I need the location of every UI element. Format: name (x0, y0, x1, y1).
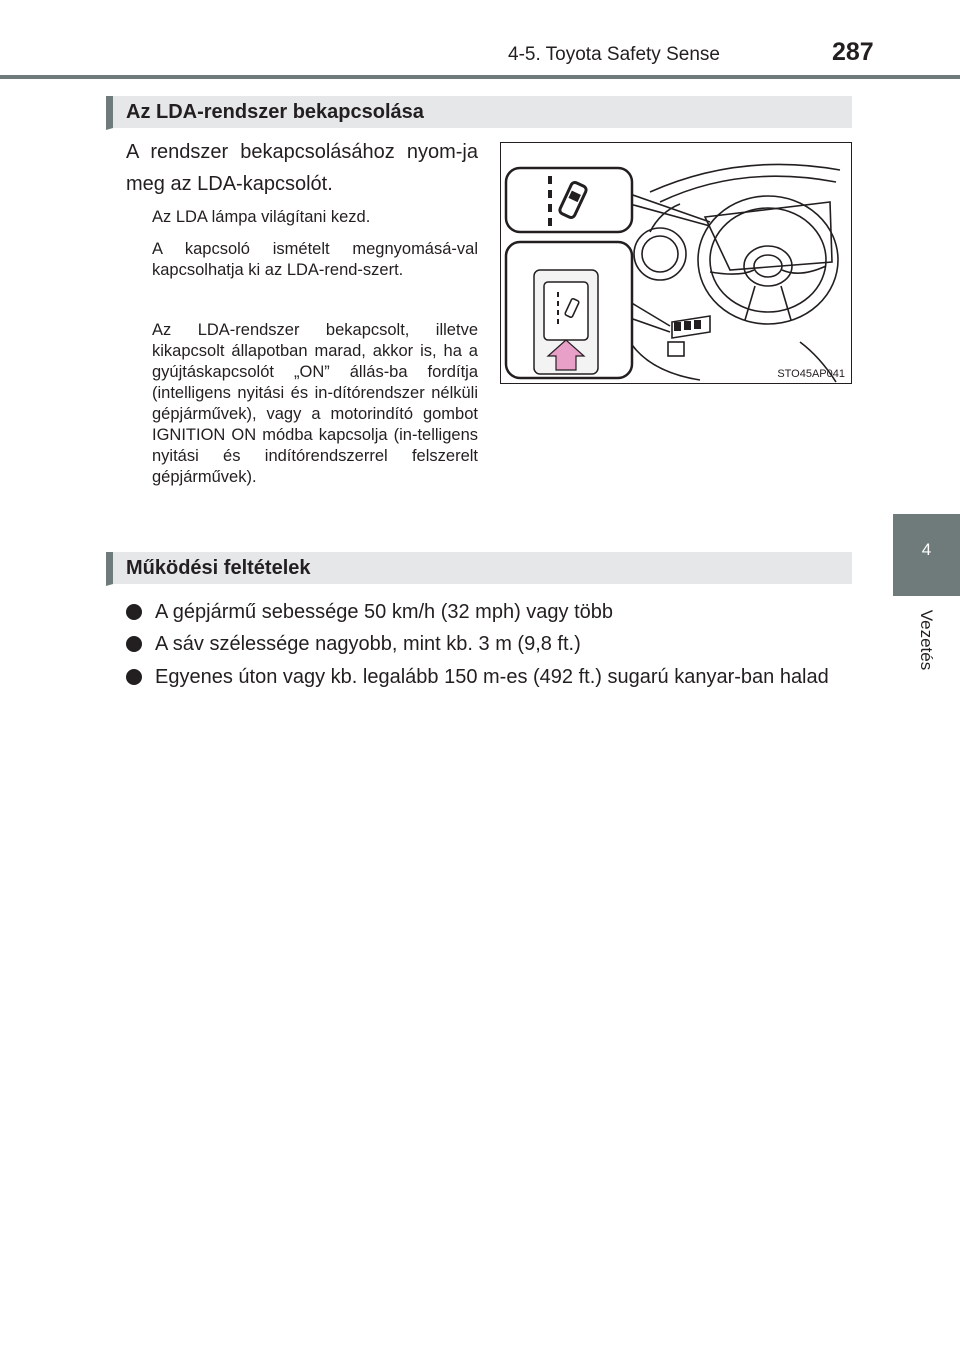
lda-switch-illustration (500, 142, 852, 384)
section-heading-operating-conditions (106, 552, 852, 586)
instruction-text: A rendszer bekapcsolásához nyom-ja meg az LDA-kapcsolót. (126, 141, 478, 195)
list-item-text: Egyenes úton vagy kb. legalább 150 m-es (492 ft.) sugarú kanyar-ban halad (155, 666, 829, 688)
section-heading-text: Működési feltételek (126, 557, 311, 579)
list-item (126, 628, 846, 660)
header-rule (0, 75, 960, 79)
note-switch-off: A kapcsoló ismételt megnyomásá-val kapcsolhatja ki az LDA-rend-szert. (152, 240, 478, 279)
bullet-icon (126, 604, 142, 620)
list-item-text: A gépjármű sebessége 50 km/h (32 mph) vagy több (155, 601, 614, 623)
chapter-number: 4 (921, 540, 932, 559)
chapter-label: Vezetés (917, 609, 936, 671)
section-heading-lda-activation (106, 96, 852, 130)
note-lamp: Az LDA lámpa világítani kezd. (152, 208, 371, 226)
figure-code: STO45AP041 (777, 368, 845, 380)
list-item-text: A sáv szélessége nagyobb, mint kb. 3 m (9,8 ft.) (155, 633, 581, 655)
section-heading-text: Az LDA-rendszer bekapcsolása (126, 101, 424, 123)
page-number: 287 (832, 38, 874, 66)
list-item (126, 661, 846, 693)
bullet-icon (126, 669, 142, 685)
note-state-retained: Az LDA-rendszer bekapcsolt, illetve kikapcsolt állapotban marad, akkor is, ha a gyújtáskapcsolót „ON” állás-ba fordítja (intelligens nyitási és in-dítórendszer nélküli gépjárművek), vagy a motorindító gombot IGNITION ON módba kapcsolja (in-telligens nyitási és indítórendszerrel felszerelt gépjárművek). (152, 321, 478, 486)
running-header-title: 4-5. Toyota Safety Sense (508, 44, 720, 65)
list-item (126, 596, 846, 628)
chapter-tab (893, 514, 960, 596)
bullet-icon (126, 636, 142, 652)
